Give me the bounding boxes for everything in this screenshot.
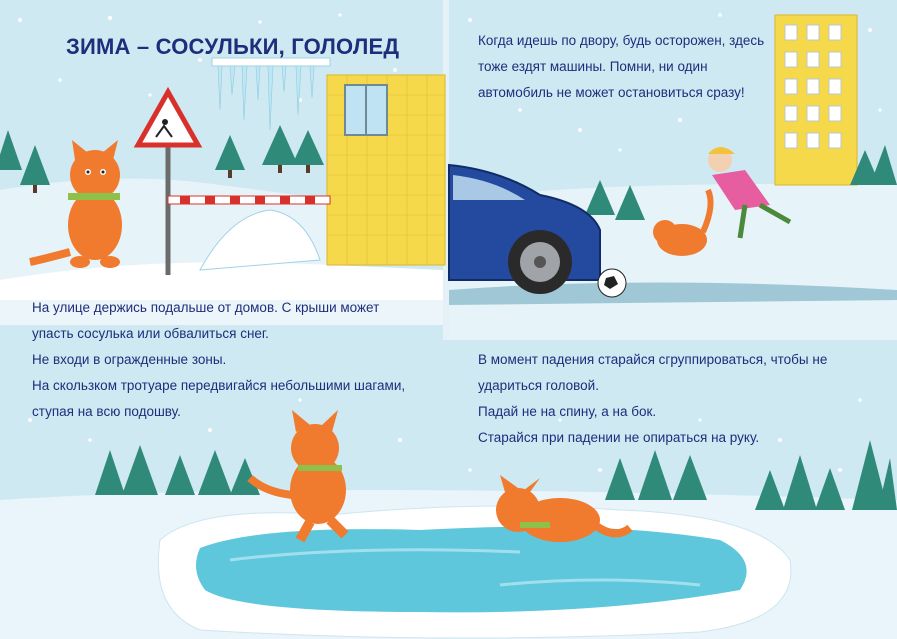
text-line: удариться головой. [478,378,599,393]
text-line: тоже ездят машины. Помни, ни один [478,59,708,74]
text-line: упасть сосулька или обвалиться снег. [32,326,269,341]
text-line: Падай не на спину, а на бок. [478,404,657,419]
text-line: ступая на всю подошву. [32,404,181,419]
ice-pond [196,527,747,613]
text-falling-advice [478,347,827,451]
page-title: ЗИМА – СОСУЛЬКИ, ГОЛОЛЕД [66,34,400,59]
text-line: автомобиль не может остановиться сразу! [478,85,745,100]
text-line: Старайся при падении не опираться на руку. [478,430,760,445]
text-line: Не входи в огражденные зоны. [32,352,227,367]
text-line: На улице держись подальше от домов. С крыши может [32,300,380,315]
text-line: На скользком тротуаре передвигайся небольшими шагами, [32,378,406,393]
text-icicles-warning [32,295,405,425]
text-car-warning [478,28,764,106]
scarf [68,193,120,200]
text-line: В момент падения старайся сгруппироваться, чтобы не [478,352,828,367]
text-line: Когда идешь по двору, будь осторожен, здесь [478,33,765,48]
